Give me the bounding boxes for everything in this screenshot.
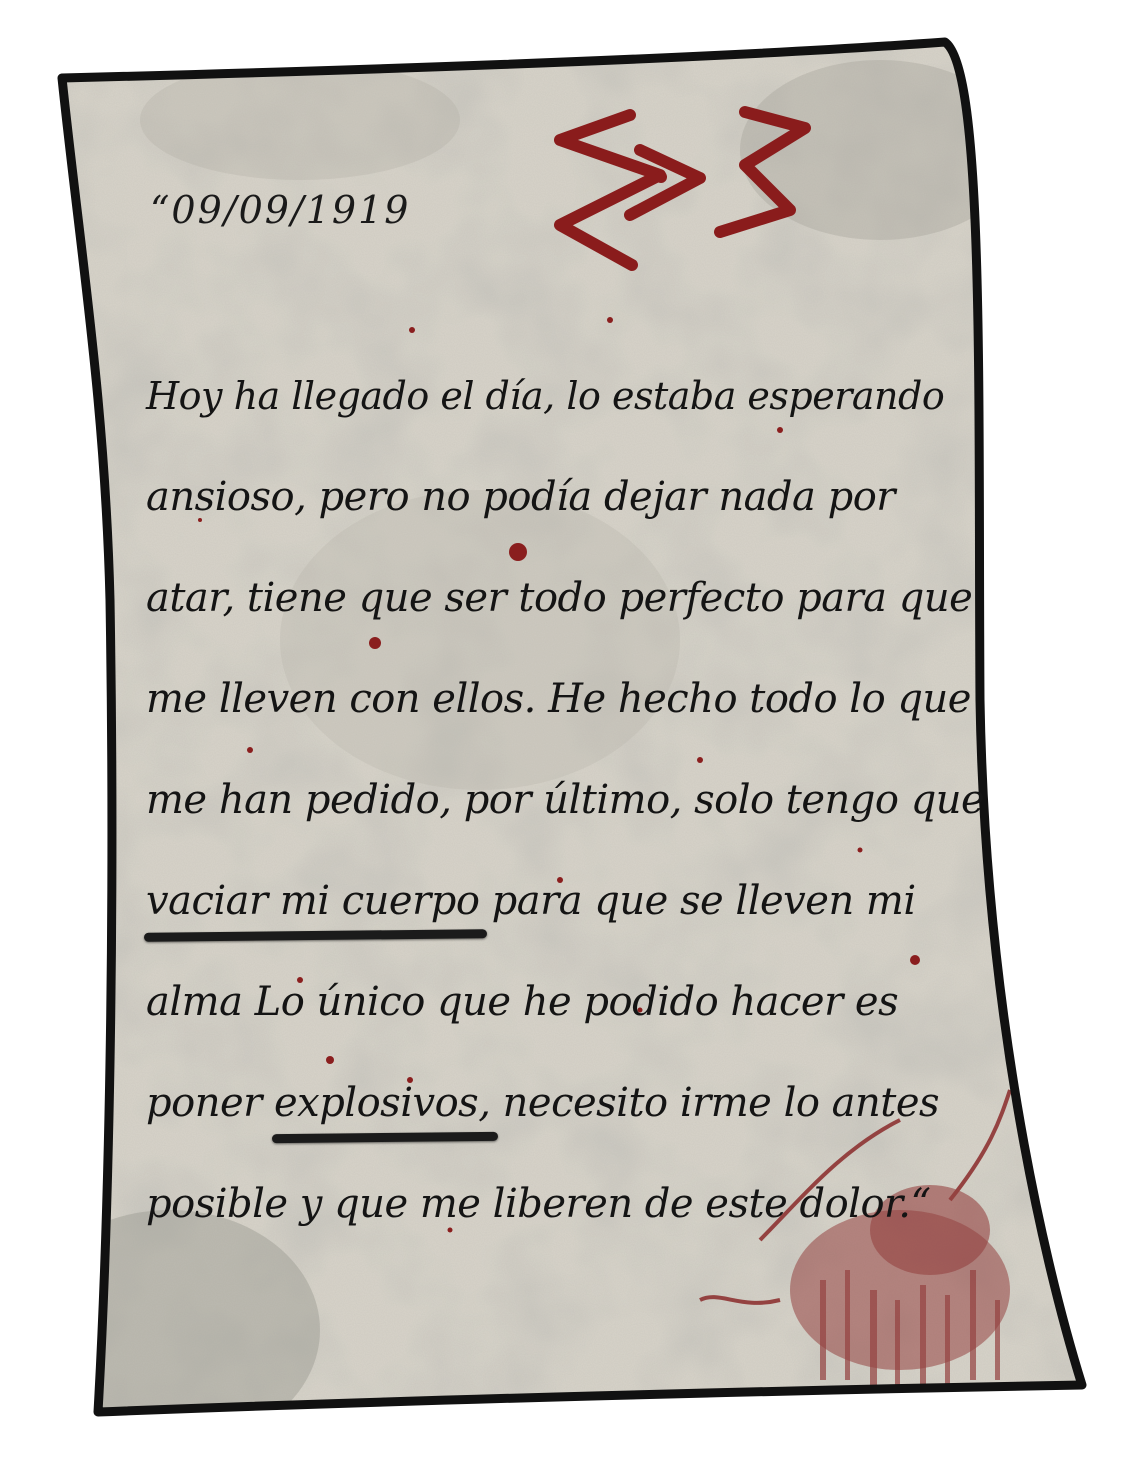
letter-line: posible y que me liberen de este dolor.“ bbox=[146, 1181, 931, 1227]
letter-line: me han pedido, por último, solo tengo que bbox=[146, 777, 985, 823]
letter-line: atar, tiene que ser todo perfecto para que bbox=[146, 575, 973, 621]
letter-date: “09/09/1919 bbox=[150, 188, 411, 232]
letter-line-rest: necesito irme lo antes bbox=[490, 1080, 940, 1126]
letter-line: Hoy ha llegado el día, lo estaba esperando bbox=[146, 374, 945, 418]
letter-line bbox=[146, 1067, 966, 1168]
underlined-phrase: explosivos, bbox=[273, 1080, 491, 1126]
letter-line: alma Lo único que he podido hacer es bbox=[146, 979, 899, 1025]
letter-line bbox=[146, 865, 966, 966]
letter-line: me lleven con ellos. He hecho todo lo que bbox=[146, 676, 971, 722]
letter-line-rest: para que se lleven mi bbox=[479, 878, 916, 924]
letter-line-start: poner bbox=[146, 1080, 274, 1126]
underlined-phrase: vaciar mi cuerpo bbox=[146, 878, 480, 924]
letter-line: ansioso, pero no podía dejar nada por bbox=[146, 474, 895, 520]
letter-body bbox=[146, 360, 985, 1269]
